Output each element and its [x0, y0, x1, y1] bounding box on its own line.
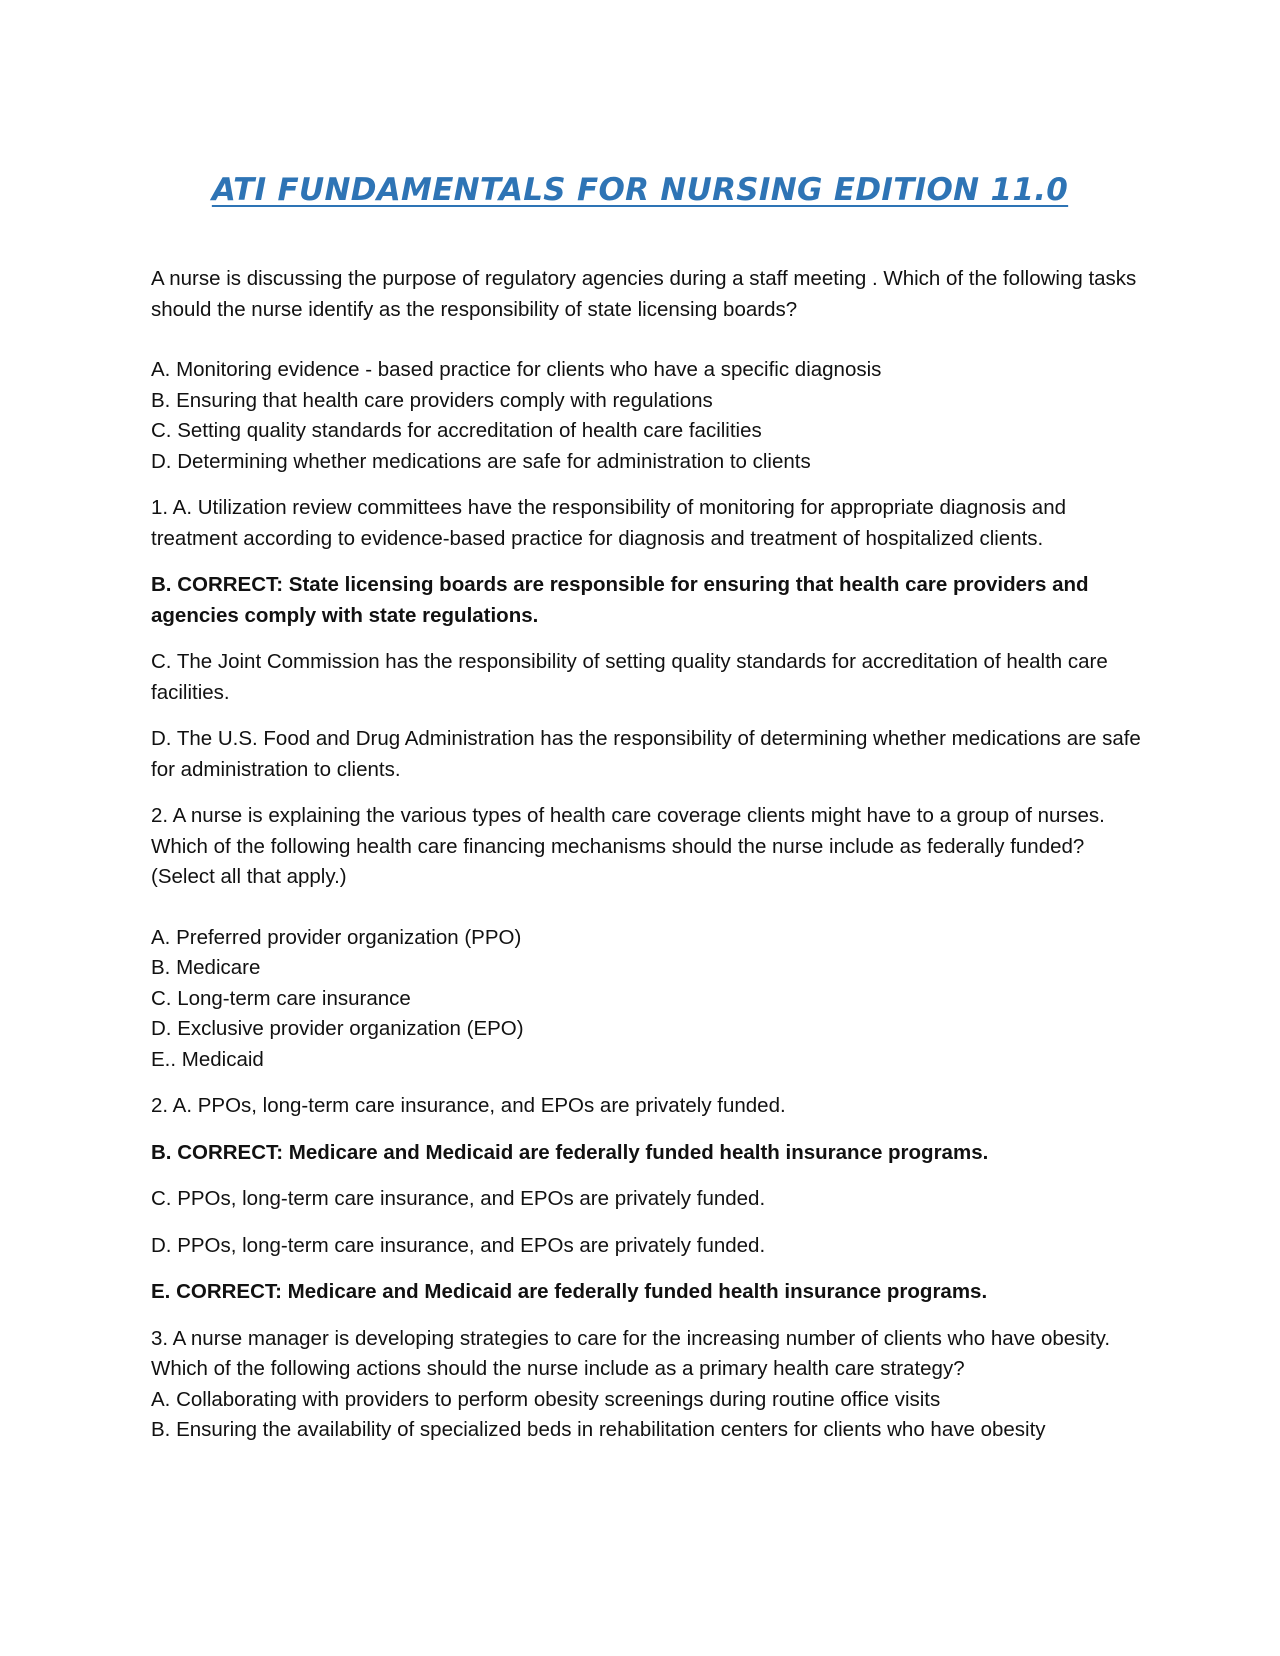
q3-option-a: A. Collaborating with providers to perform obesity screenings during routine office visits: [151, 1387, 941, 1411]
q1-option-d: D. Determining whether medications are safe for administration to clients: [151, 449, 811, 473]
q1-option-a: A. Monitoring evidence - based practice for clients who have a specific diagnosis: [151, 358, 882, 381]
q2-rationale-e-correct: E. CORRECT: Medicare and Medicaid are federally funded health insurance programs.: [151, 1280, 988, 1303]
q1-option-b: B. Ensuring that health care providers comply with regulations: [151, 388, 713, 412]
q2-option-a: A. Preferred provider organization (PPO): [151, 925, 522, 949]
q1-option-c: C. Setting quality standards for accreditation of health care facilities: [151, 419, 762, 442]
q3-stem: 3. A nurse manager is developing strategies to care for the increasing number of clients who have obesity. Which of the following actions should the nurse include as a primary health care strategy?: [151, 1326, 1111, 1380]
q1-rationale-c: C. The Joint Commission has the responsibility of setting quality standards for accreditation of health care facilities.: [151, 650, 1108, 704]
q1-rationale-b-correct: B. CORRECT: State licensing boards are responsible for ensuring that health care providers and agencies comply with state regulations.: [151, 573, 1089, 627]
q1-options: [151, 355, 1141, 477]
q2-option-d: D. Exclusive provider organization (EPO): [151, 1017, 524, 1040]
document-title: ATI FUNDAMENTALS FOR NURSING EDITION 11.0: [211, 172, 1069, 208]
q2-options: [151, 923, 1141, 1076]
q2-rationale-b-correct: B. CORRECT: Medicare and Medicaid are federally funded health insurance programs.: [151, 1140, 989, 1164]
document-body: [151, 264, 1141, 1462]
q2-rationale-c: C. PPOs, long-term care insurance, and EPOs are privately funded.: [151, 1187, 766, 1210]
q1-rationale-a: 1. A. Utilization review committees have the responsibility of monitoring for appropriate diagnosis and treatment according to evidence-based practice for diagnosis and treatment of hospitalized clients.: [151, 496, 1066, 550]
q3-option-b: B. Ensuring the availability of specialized beds in rehabilitation centers for clients who have obesity: [151, 1418, 1046, 1441]
q2-rationale-d: D. PPOs, long-term care insurance, and EPOs are privately funded.: [151, 1233, 766, 1257]
q2-option-b: B. Medicare: [151, 956, 261, 979]
q1-stem: A nurse is discussing the purpose of regulatory agencies during a staff meeting . Which of the following tasks should the nurse identify as the responsibility of state licensing boards?: [151, 267, 1137, 321]
q2-rationale-a: 2. A. PPOs, long-term care insurance, and EPOs are privately funded.: [151, 1094, 786, 1117]
q3-options: [151, 1385, 1141, 1446]
q2-stem: 2. A nurse is explaining the various types of health care coverage clients might have to a group of nurses. Which of the following health care financing mechanisms should the nurse include as federally funded? (Select all that apply.): [151, 804, 1105, 888]
q2-option-e: E.. Medicaid: [151, 1047, 264, 1071]
q1-rationale-d: D. The U.S. Food and Drug Administration has the responsibility of determining whether medications are safe for administration to clients.: [151, 727, 1141, 781]
q2-option-c: C. Long-term care insurance: [151, 986, 411, 1010]
